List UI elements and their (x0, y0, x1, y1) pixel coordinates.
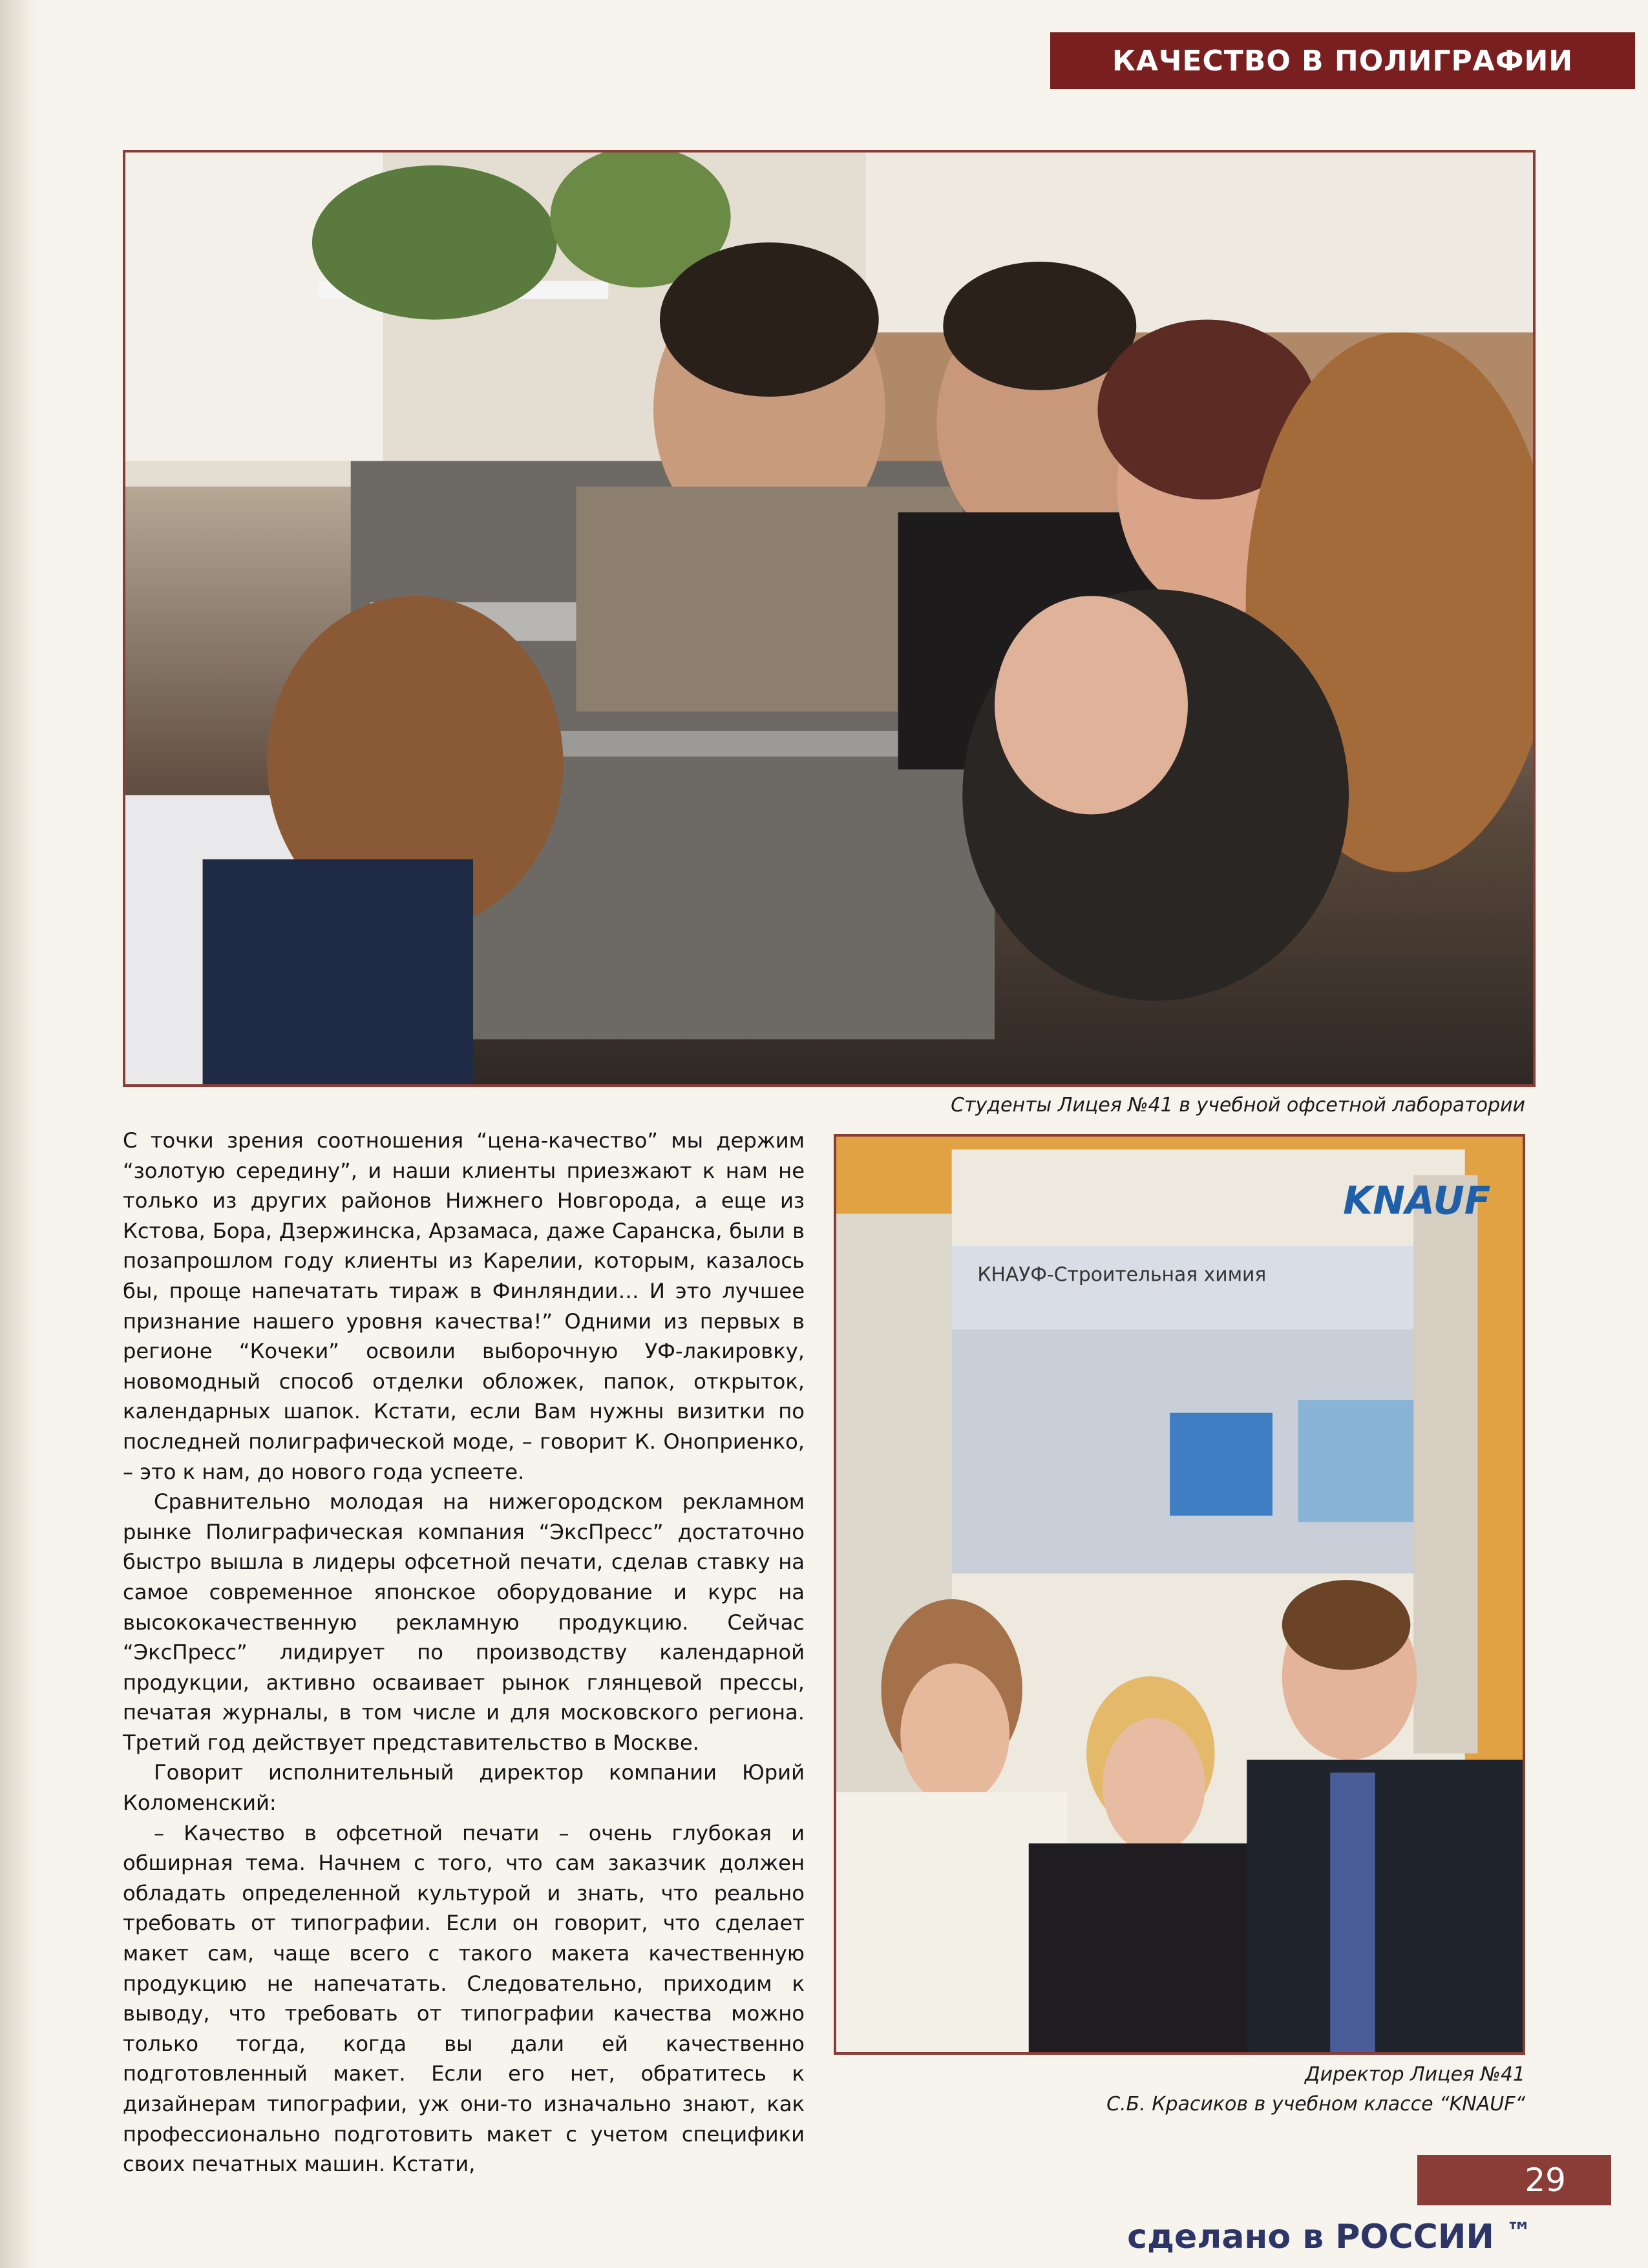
article-paragraph: – Качество в офсетной печати – очень глубокая и обширная тема. Начнем с того, что сам заказчик должен обладать определенной культурой и знать, что реально требовать от типографии. Если он говорит, что сделает макет сам, чаще всего с такого макета качественную продукцию не напечатать. Следовательно, приходим к выводу, что требовать от типографии качества можно только тогда, когда вы дали ей качественно подготовленный макет. Если его нет, обратитесь к дизайнерам типографии, уж они-то изначально знают, как профессионально подготовить макет с учетом специфики своих печатных машин. Кстати, (123, 1820, 805, 2177)
director-knauf-illustration (836, 1137, 1523, 2052)
knauf-poster-title: КНАУФ-Строительная химия (977, 1263, 1267, 1286)
students-lab-illustration (125, 152, 1533, 1084)
article-paragraph: С точки зрения соотношения “цена-качество” мы держим “золотую середину”, и наши клиенты приезжают к нам не только из других районов Нижнего Новгорода, а еще из Кстова, Бора, Дзержинска, Арзамаса, даже Саранска, были в позапрошлом году клиенты из Карелии, которым, казалось бы, проще напечатать тираж в Финляндии… И это лучшее признание нашего уровня качества!” Одними из первых в регионе “Кочеки” освоили выборочную УФ-лакировку, новомодный способ отделки обложек, папок, открыток, календарных шапок. Кстати, если Вам нужны визитки по последней полиграфической моде, – говорит К. Оноприенко, – это к нам, до нового года успеете. (123, 1128, 805, 1484)
section-title: КАЧЕСТВО В ПОЛИГРАФИИ (1050, 32, 1635, 89)
bottom-caption-line: Директор Лицея №41 (1305, 2063, 1525, 2086)
page-binding-edge (0, 0, 37, 2268)
top-photo-caption: Студенты Лицея №41 в учебной офсетной лаборатории (951, 1094, 1525, 1117)
knauf-logo: KNAUF (1343, 1179, 1491, 1224)
brand-text-part1: сделано в (1127, 2218, 1336, 2256)
bottom-photo-caption (944, 2060, 1525, 2119)
magazine-brand (1127, 2218, 1532, 2256)
brand-text-part2: РОССИИ (1335, 2218, 1494, 2256)
article-paragraph: Говорит исполнительный директор компании Юрий Коломенский: (123, 1760, 805, 1816)
director-knauf-photo (834, 1134, 1525, 2055)
article-body (123, 1126, 805, 2179)
bottom-caption-line: С.Б. Красиков в учебном классе “KNAUF“ (1106, 2093, 1525, 2116)
trademark-symbol: ™ (1506, 2218, 1532, 2247)
students-lab-photo (123, 150, 1536, 1087)
article-paragraph: Сравнительно молодая на нижегородском рекламном рынке Полиграфическая компания “ЭксПресс” достаточно быстро вышла в лидеры офсетной печати, сделав ставку на самое современное японское оборудование и курс на высококачественную рекламную продукцию. Сейчас “ЭксПресс” лидирует по производству календарной продукции, активно осваивает рынок глянцевой прессы, печатая журналы, в том числе и для московского региона. Третий год действует представительство в Москве. (123, 1489, 805, 1755)
page-number: 29 (1417, 2155, 1611, 2205)
